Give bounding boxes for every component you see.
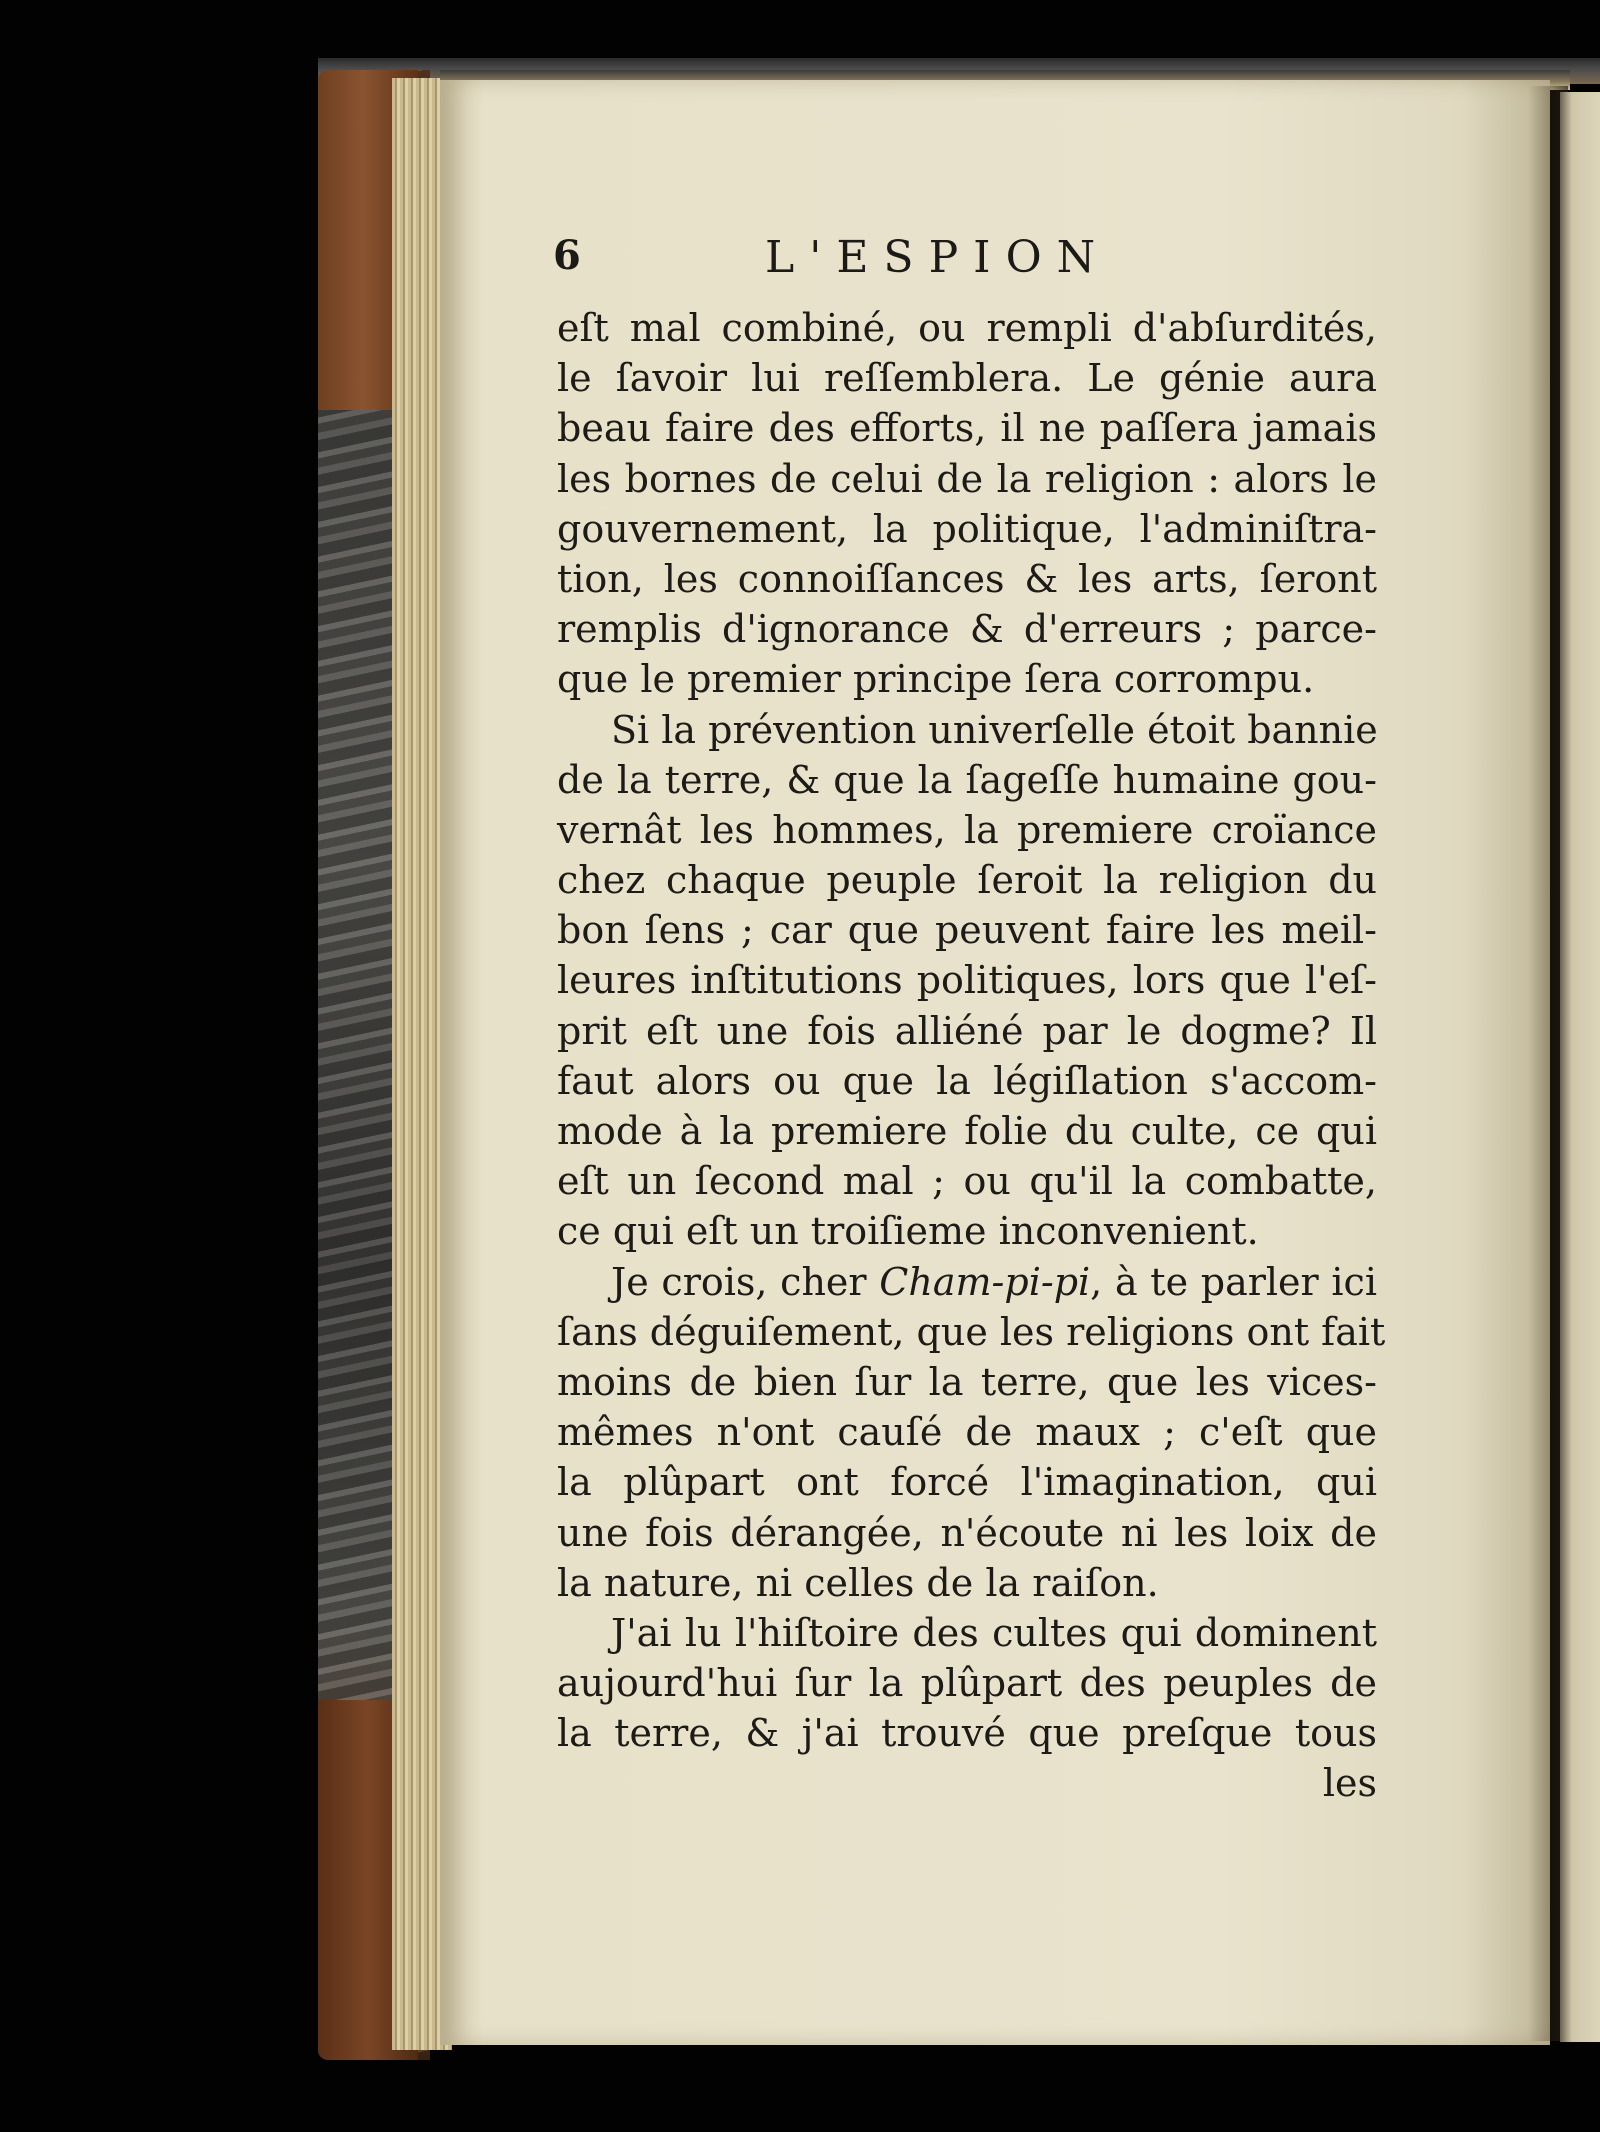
text-line: aujourd'hui ſur la plûpart des peuples de — [557, 1661, 1377, 1706]
text-line: la nature, ni celles de la raiſon. — [557, 1560, 1159, 1605]
text-line: la terre, & j'ai trouvé que preſque tous — [557, 1711, 1377, 1756]
text-line: eſt un ſecond mal ; ou qu'il la combatte, — [557, 1159, 1377, 1204]
text-line: tion, les connoiſſances & les arts, ſeront — [557, 556, 1377, 601]
text-line: Si la prévention univerſelle étoit bannie — [611, 707, 1378, 752]
text-line: chez chaque peuple ſeroit la religion du — [557, 858, 1377, 903]
facing-page-edge — [1560, 92, 1600, 2042]
text-line: bon ſens ; car que peuvent faire les meil- — [557, 908, 1377, 953]
text-line: gouvernement, la politique, l'adminiſtra- — [557, 506, 1377, 551]
text-line: prit eſt une fois alliéné par le dogme? Il — [557, 1008, 1377, 1053]
text-line: la plûpart ont forcé l'imagination, qui — [557, 1460, 1377, 1505]
text-line: une fois dérangée, n'écoute ni les loix de — [557, 1510, 1377, 1555]
body-text — [557, 303, 1386, 1809]
text-line: vernât les hommes, la premiere croïance — [557, 807, 1377, 852]
text-line: le ſavoir lui reſſemblera. Le génie aura — [557, 356, 1377, 401]
italic-name: Cham-pi-pi — [879, 1259, 1091, 1304]
text-line: de la terre, & que la ſageſſe humaine gou- — [557, 757, 1377, 802]
text-line: que le premier principe ſera corrompu. — [557, 657, 1315, 702]
text-line: J'ai lu l'hiſtoire des cultes qui dominent — [611, 1610, 1377, 1655]
text-line: ſans déguiſement, que les religions ont fait — [557, 1309, 1386, 1354]
text-line: eſt mal combiné, ou rempli d'abſurdités, — [557, 306, 1377, 350]
text-line-with-italic — [557, 1257, 1377, 1307]
text-line: leures inſtitutions politiques, lors que l'eſ- — [557, 958, 1377, 1003]
catchword: les — [1322, 1761, 1377, 1806]
text-line: mode à la premiere folie du culte, ce qui — [557, 1109, 1377, 1153]
text-line: beau faire des efforts, il ne paſſera jamais — [557, 406, 1377, 451]
text-line: moins de bien ſur la terre, que les vices- — [557, 1359, 1377, 1404]
text-segment: Je crois, cher — [611, 1259, 880, 1304]
text-line: mêmes n'ont cauſé de maux ; c'eſt que — [557, 1410, 1377, 1455]
page-number: 6 — [553, 232, 581, 279]
text-line: ce qui eſt un troiſieme inconvenient. — [557, 1209, 1259, 1254]
text-segment: , à te parler ici — [1090, 1259, 1377, 1304]
running-title: L'ESPION — [765, 232, 1111, 283]
text-line: remplis d'ignorance & d'erreurs ; parce- — [557, 607, 1377, 652]
text-line: les bornes de celui de la religion : alors le — [557, 456, 1377, 501]
text-line: faut alors ou que la légiſlation s'accom- — [557, 1058, 1377, 1103]
page-header — [553, 232, 1203, 292]
